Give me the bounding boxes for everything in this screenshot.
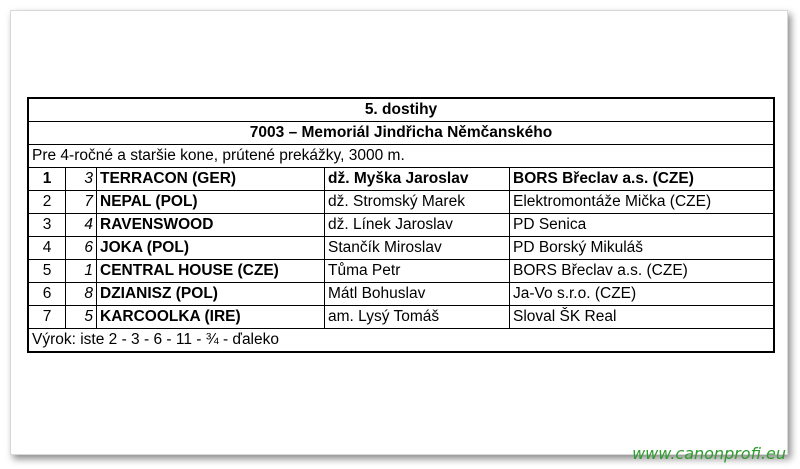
horse-name: JOKA (POL) bbox=[97, 237, 325, 260]
owner-name: BORS Břeclav a.s. (CZE) bbox=[510, 260, 775, 283]
race-heading-row bbox=[28, 98, 774, 122]
race-title-row bbox=[28, 122, 774, 145]
jockey-name: Mátl Bohuslav bbox=[325, 283, 510, 306]
finish-position: 5 bbox=[28, 260, 66, 283]
table-row bbox=[28, 260, 774, 283]
jockey-name: dž. Stromský Marek bbox=[325, 191, 510, 214]
result-note-row bbox=[28, 329, 774, 353]
jockey-name: Stančík Miroslav bbox=[325, 237, 510, 260]
finish-position: 3 bbox=[28, 214, 66, 237]
jockey-name: dž. Línek Jaroslav bbox=[325, 214, 510, 237]
jockey-name: Tůma Petr bbox=[325, 260, 510, 283]
owner-name: PD Senica bbox=[510, 214, 775, 237]
start-number: 4 bbox=[66, 214, 97, 237]
finish-position: 4 bbox=[28, 237, 66, 260]
owner-name: Elektromontáže Mička (CZE) bbox=[510, 191, 775, 214]
horse-name: NEPAL (POL) bbox=[97, 191, 325, 214]
start-number: 5 bbox=[66, 306, 97, 329]
jockey-name: am. Lysý Tomáš bbox=[325, 306, 510, 329]
race-heading: 5. dostihy bbox=[28, 98, 774, 122]
race-results-table bbox=[27, 97, 775, 353]
start-number: 3 bbox=[66, 168, 97, 191]
owner-name: Ja-Vo s.r.o. (CZE) bbox=[510, 283, 775, 306]
finish-position: 7 bbox=[28, 306, 66, 329]
finish-position: 1 bbox=[28, 168, 66, 191]
start-number: 7 bbox=[66, 191, 97, 214]
document-page bbox=[10, 10, 788, 455]
table-row bbox=[28, 237, 774, 260]
finish-position: 2 bbox=[28, 191, 66, 214]
table-row bbox=[28, 214, 774, 237]
watermark: www.canonprofi.eu bbox=[632, 444, 786, 463]
horse-name: KARCOOLKA (IRE) bbox=[97, 306, 325, 329]
owner-name: PD Borský Mikuláš bbox=[510, 237, 775, 260]
owner-name: Sloval ŠK Real bbox=[510, 306, 775, 329]
owner-name: BORS Břeclav a.s. (CZE) bbox=[510, 168, 775, 191]
jockey-name: dž. Myška Jaroslav bbox=[325, 168, 510, 191]
table-row bbox=[28, 191, 774, 214]
race-conditions-row bbox=[28, 145, 774, 168]
horse-name: RAVENSWOOD bbox=[97, 214, 325, 237]
race-title: 7003 – Memoriál Jindřicha Němčanského bbox=[28, 122, 774, 145]
start-number: 8 bbox=[66, 283, 97, 306]
result-note: Výrok: iste 2 - 3 - 6 - 11 - ¾ - ďaleko bbox=[28, 329, 774, 353]
start-number: 6 bbox=[66, 237, 97, 260]
start-number: 1 bbox=[66, 260, 97, 283]
horse-name: TERRACON (GER) bbox=[97, 168, 325, 191]
horse-name: CENTRAL HOUSE (CZE) bbox=[97, 260, 325, 283]
horse-name: DZIANISZ (POL) bbox=[97, 283, 325, 306]
race-conditions: Pre 4-ročné a staršie kone, prútené prekážky, 3000 m. bbox=[28, 145, 774, 168]
table-row bbox=[28, 306, 774, 329]
finish-position: 6 bbox=[28, 283, 66, 306]
table-row bbox=[28, 168, 774, 191]
table-row bbox=[28, 283, 774, 306]
